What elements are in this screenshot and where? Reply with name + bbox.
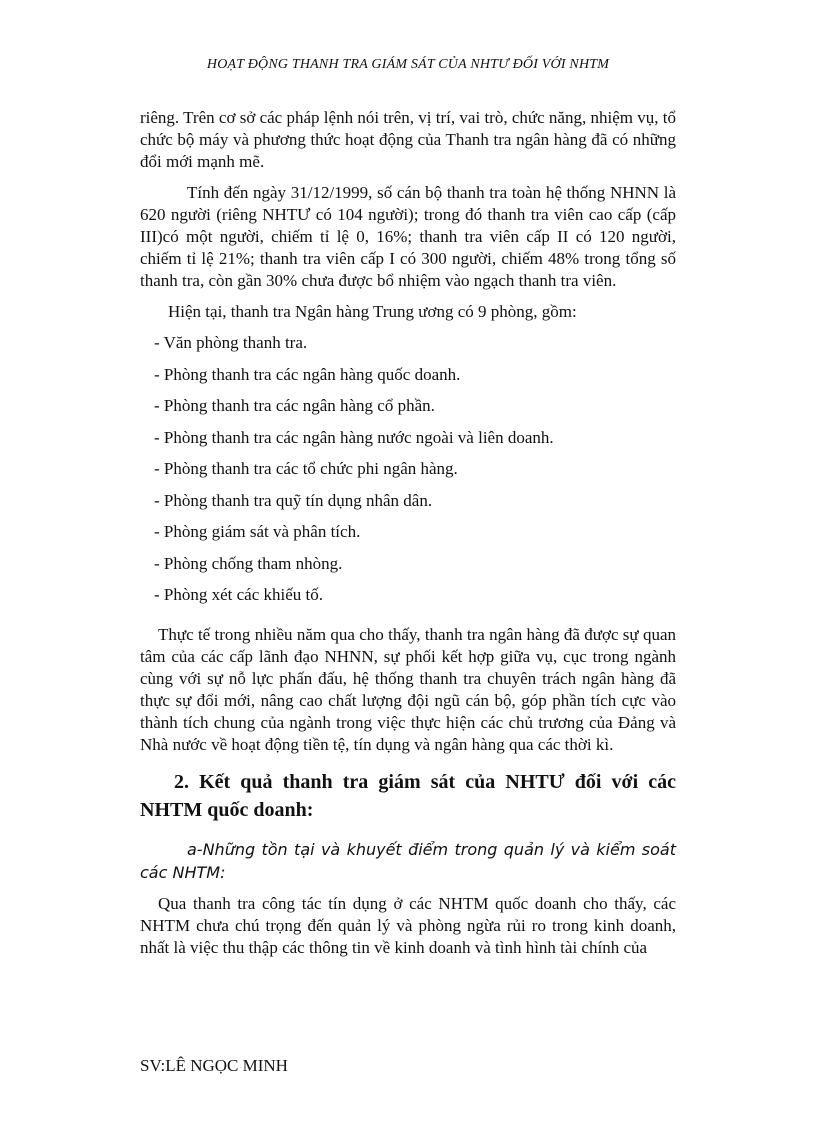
running-header: HOẠT ĐỘNG THANH TRA GIÁM SÁT CỦA NHTƯ ĐỐI VỚI NHTM [206, 57, 610, 72]
list-item: - Phòng giám sát và phân tích. [154, 522, 361, 541]
list-item: - Phòng thanh tra các tổ chức phi ngân hàng. [154, 459, 458, 478]
section-heading: 2. Kết quả thanh tra giám sát của NHTƯ đối với các NHTM quốc doanh: [140, 770, 676, 821]
paragraph-intro: riêng. Trên cơ sở các pháp lệnh nói trên, vị trí, vai trò, chức năng, nhiệm vụ, tổ chức bộ máy và phương thức hoạt động của Thanh tra ngân hàng đã có những đổi mới mạnh mẽ. [140, 108, 676, 171]
list-item: - Văn phòng thanh tra. [154, 333, 308, 352]
list-item: - Phòng thanh tra các ngân hàng nước ngoài và liên doanh. [154, 427, 554, 447]
list-item: - Phòng chống tham nhòng. [154, 553, 343, 573]
paragraph-statistics: Tính đến ngày 31/12/1999, số cán bộ thanh tra toàn hệ thống NHNN là 620 người (riêng NHTƯ có 104 người); trong đó thanh tra viên cao cấp (cấp III)có một người, chiếm tỉ lệ 0, 16%; thanh tra viên cấp II có 120 người, chiếm tỉ lệ 21%; thanh tra viên cấp I có 300 người, chiếm 48% trong tổng số thanh tra, còn gần 30% chưa được bổ nhiệm vào ngạch thanh tra viên. [140, 183, 676, 290]
paragraph-reality: Thực tế trong nhiều năm qua cho thấy, thanh tra ngân hàng đã được sự quan tâm của các cấp lãnh đạo NHNN, sự phối kết hợp giữa vụ, cục trong ngành cùng với sự nỗ lực phấn đấu, hệ thống thanh tra chuyên trách ngân hàng đã thực sự đổi mới, nâng cao chất lượng đội ngũ cán bộ, góp phần tích cực vào thành tích chung của ngành trong việc thực hiện các chủ trương của Đảng và Nhà nước về hoạt động tiền tệ, tín dụng và ngân hàng qua các thời kì. [140, 624, 676, 754]
subsection-heading: a-Những tồn tại và khuyết điểm trong quản lý và kiểm soát các NHTM: [140, 839, 676, 882]
list-item: - Phòng thanh tra quỹ tín dụng nhân dân. [154, 490, 433, 510]
list-item: - Phòng thanh tra các ngân hàng cổ phần. [154, 396, 435, 415]
document-body [140, 107, 676, 968]
paragraph-departments-intro: Hiện tại, thanh tra Ngân hàng Trung ương có 9 phòng, gồm: [168, 302, 577, 321]
list-item: - Phòng thanh tra các ngân hàng quốc doanh. [154, 364, 461, 384]
department-list [140, 332, 676, 616]
list-item: - Phòng xét các khiếu tố. [154, 585, 324, 604]
footer-author: SV:LÊ NGỌC MINH [140, 1056, 288, 1075]
paragraph-credit: Qua thanh tra công tác tín dụng ở các NHTM quốc doanh cho thấy, các NHTM chưa chú trọng đến quản lý và phòng ngừa rủi ro trong kinh doanh, nhất là việc thu thập các thông tin về kinh doanh và tình hình tài chính của [140, 893, 676, 957]
